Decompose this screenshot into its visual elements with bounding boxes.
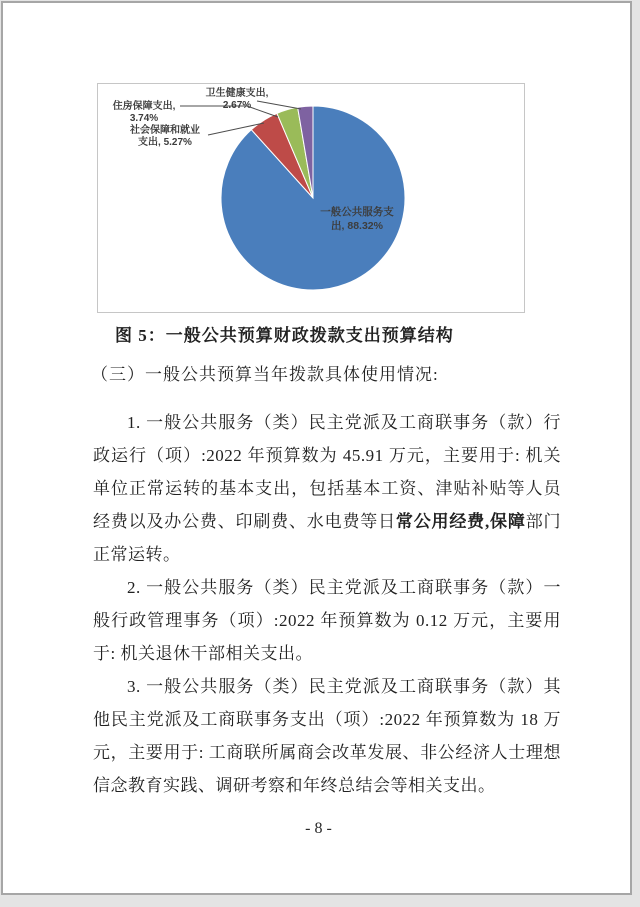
section-heading: （三）一般公共预算当年拨款具体使用情况: (91, 365, 439, 384)
slice-label-housing (99, 101, 189, 125)
slice-label-social-security (120, 125, 210, 149)
slice-label-line: 支出, 5.27% (138, 137, 192, 148)
slice-label-line: 出, 88.32% (331, 220, 383, 232)
pie-chart (97, 83, 525, 313)
body-paragraph: 2. 一般公共服务（类）民主党派及工商联事务（款）一般行政管理事务（项）:2022 年预算数为 0.12 万元，主要用于: 机关退休干部相关支出。 (93, 578, 561, 663)
slice-label-general-public-services (302, 205, 412, 233)
body-paragraph: 1. 一般公共服务（类）民主党派及工商联事务（款）行政运行（项）:2022 年预算数为 45.91 万元，主要用于: 机关单位正常运转的基本支出，包括基本工资、津贴补贴等人员经费以及办公费、印刷费、水电费等日常公用经费,保障部门正常运转。 (93, 413, 562, 564)
leader-line-social (208, 123, 264, 135)
document-page (1, 1, 632, 895)
slice-label-line: 卫生健康支出, (205, 88, 269, 99)
page-number: - 8 - (305, 820, 332, 837)
slice-label-line: 2.67% (222, 100, 252, 111)
slice-label-line: 3.74% (129, 113, 159, 124)
slice-label-health (187, 88, 287, 112)
slice-label-line: 住房保障支出, (112, 101, 176, 112)
body-paragraph: 3. 一般公共服务（类）民主党派及工商联事务（款）其他民主党派及工商联事务支出（项）:2022 年预算数为 18 万元，主要用于: 工商联所属商会改革发展、非公经济人士理想信念教育实践、调研考察和年终总结会等相关支出。 (93, 677, 561, 795)
body-text (93, 406, 561, 802)
slice-label-line: 一般公共服务支 (320, 206, 394, 218)
figure-caption: 图 5：一般公共预算财政拨款支出预算结构 (115, 326, 454, 345)
slice-label-line: 社会保障和就业 (130, 125, 200, 136)
